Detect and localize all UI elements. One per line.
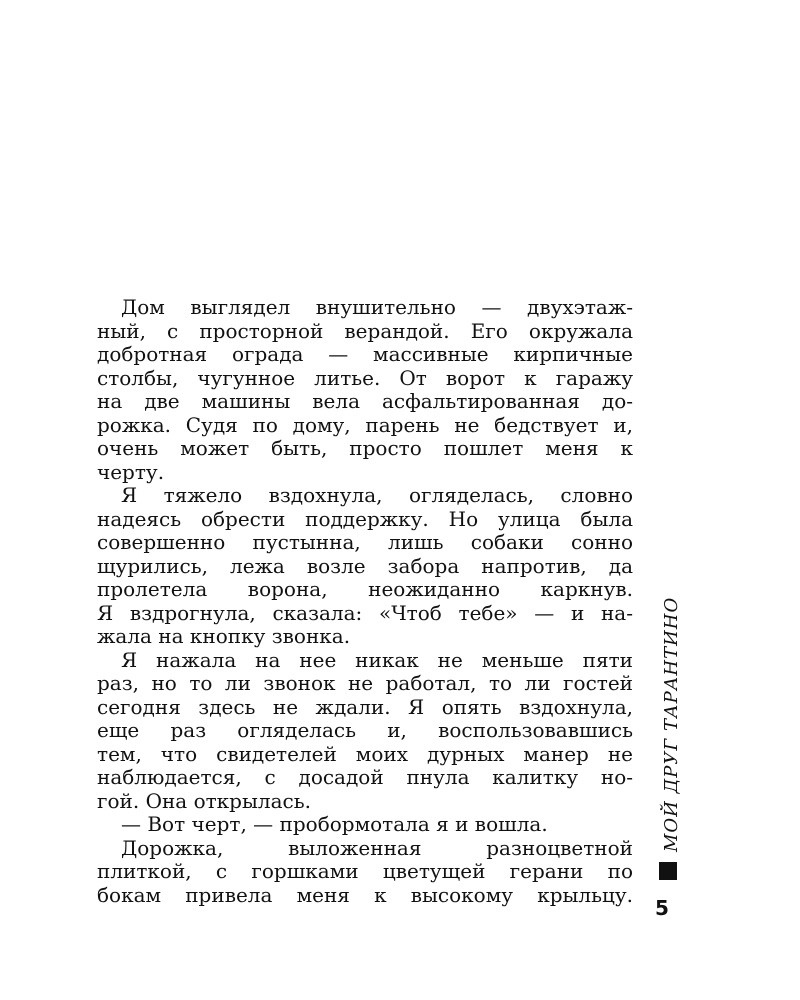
- body-text: [97, 296, 633, 907]
- text-line: наблюдается, с досадой пнула калитку но-: [97, 765, 633, 789]
- text-line: тем, что свидетелей моих дурных манер не: [97, 741, 633, 766]
- text-line: очень может быть, просто пошлет меня к: [97, 436, 633, 460]
- text-line: надеясь обрести поддержку. Но улица была: [97, 506, 633, 531]
- text-line: добротная ограда — массивные кирпичные: [97, 342, 633, 366]
- running-title-text: МОЙ ДРУГ ТАРАНТИНО: [661, 596, 682, 852]
- text-line: сегодня здесь не ждали. Я опять вздохнула,: [97, 694, 633, 719]
- text-line: гой. Она открылась.: [97, 788, 311, 813]
- text-line: раз, но то ли звонок не работал, то ли гостей: [97, 671, 633, 695]
- text-line: жала на кнопку звонка.: [97, 624, 351, 648]
- text-line: Дорожка, выложенная разноцветной: [121, 835, 633, 860]
- page-number: 5: [655, 896, 669, 920]
- text-line: Дом выглядел внушительно — двухэтаж-: [121, 295, 633, 319]
- text-line: щурились, лежа возле забора напротив, да: [97, 553, 633, 578]
- text-line: на две машины вела асфальтированная до-: [97, 389, 633, 413]
- text-line: бокам привела меня к высокому крыльцу.: [97, 882, 633, 907]
- text-line: Я вздрогнула, сказала: «Чтоб тебе» — и на-: [97, 600, 633, 625]
- text-line: Я нажала на нее никак не меньше пяти: [121, 647, 633, 672]
- text-line: столбы, чугунное литье. От ворот к гаражу: [97, 365, 633, 390]
- text-line: еще раз огляделась и, воспользовавшись: [97, 718, 633, 742]
- text-line: плиткой, с горшками цветущей герани по: [97, 859, 633, 883]
- black-square-marker: [659, 862, 677, 880]
- text-line: — Вот черт, — пробормотала я и вошла.: [121, 812, 548, 836]
- text-line: совершенно пустынна, лишь собаки сонно: [97, 530, 633, 554]
- running-title: [657, 596, 687, 890]
- text-line: Я тяжело вздохнула, огляделась, словно: [121, 483, 633, 507]
- text-line: рожка. Судя по дому, парень не бедствует и,: [97, 412, 633, 437]
- text-line: ный, с просторной верандой. Его окружала: [97, 318, 633, 343]
- text-line: пролетела ворона, неожиданно каркнув.: [97, 577, 633, 601]
- text-line: черту.: [97, 459, 165, 484]
